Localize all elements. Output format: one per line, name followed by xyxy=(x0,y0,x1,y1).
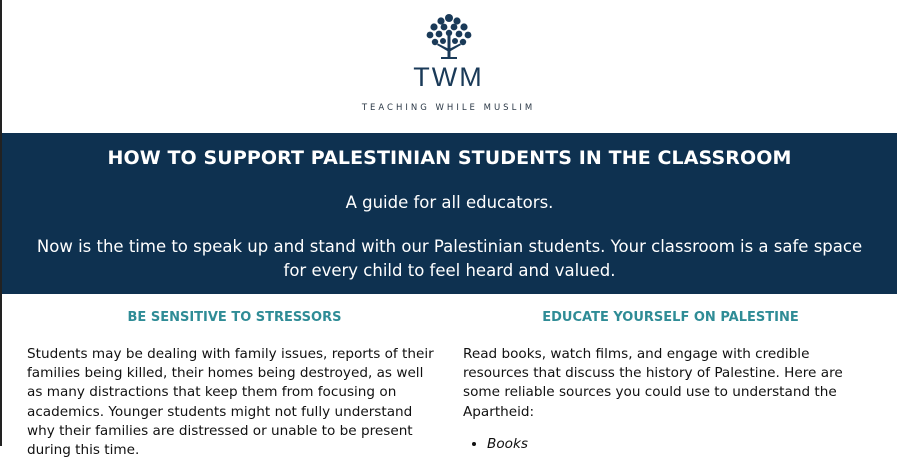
title-banner xyxy=(2,133,897,294)
banner-message: Now is the time to speak up and stand with our Palestinian students. Your classroom is a safe space for every child to feel heard and valued. xyxy=(36,237,863,280)
section-sensitive-stressors xyxy=(27,310,442,460)
section-heading: EDUCATE YOURSELF ON PALESTINE xyxy=(542,310,799,325)
logo-tagline: TEACHING WHILE MUSLIM xyxy=(361,103,536,113)
logo-wordmark: TWM xyxy=(413,62,484,92)
section-body: Read books, watch films, and engage with credible resources that discuss the history of Palestine. Here are some reliable sources you could use to understand the Apartheid: xyxy=(463,346,843,420)
banner-subtitle: A guide for all educators. xyxy=(345,193,554,212)
section-body: Students may be dealing with family issues, reports of their families being killed, their homes being destroyed, as well as many distractions that keep them from focusing on academics. Younger students might not fully understand why their families are distressed or unable to be present during this time. xyxy=(27,346,434,459)
page-title: HOW TO SUPPORT PALESTINIAN STUDENTS IN THE CLASSROOM xyxy=(107,147,792,169)
section-heading: BE SENSITIVE TO STRESSORS xyxy=(127,310,342,325)
tree-logo-icon xyxy=(423,12,475,60)
resource-list xyxy=(463,436,878,452)
logo xyxy=(0,12,897,113)
section-educate-yourself xyxy=(463,310,878,452)
list-item: • Books xyxy=(487,436,878,452)
